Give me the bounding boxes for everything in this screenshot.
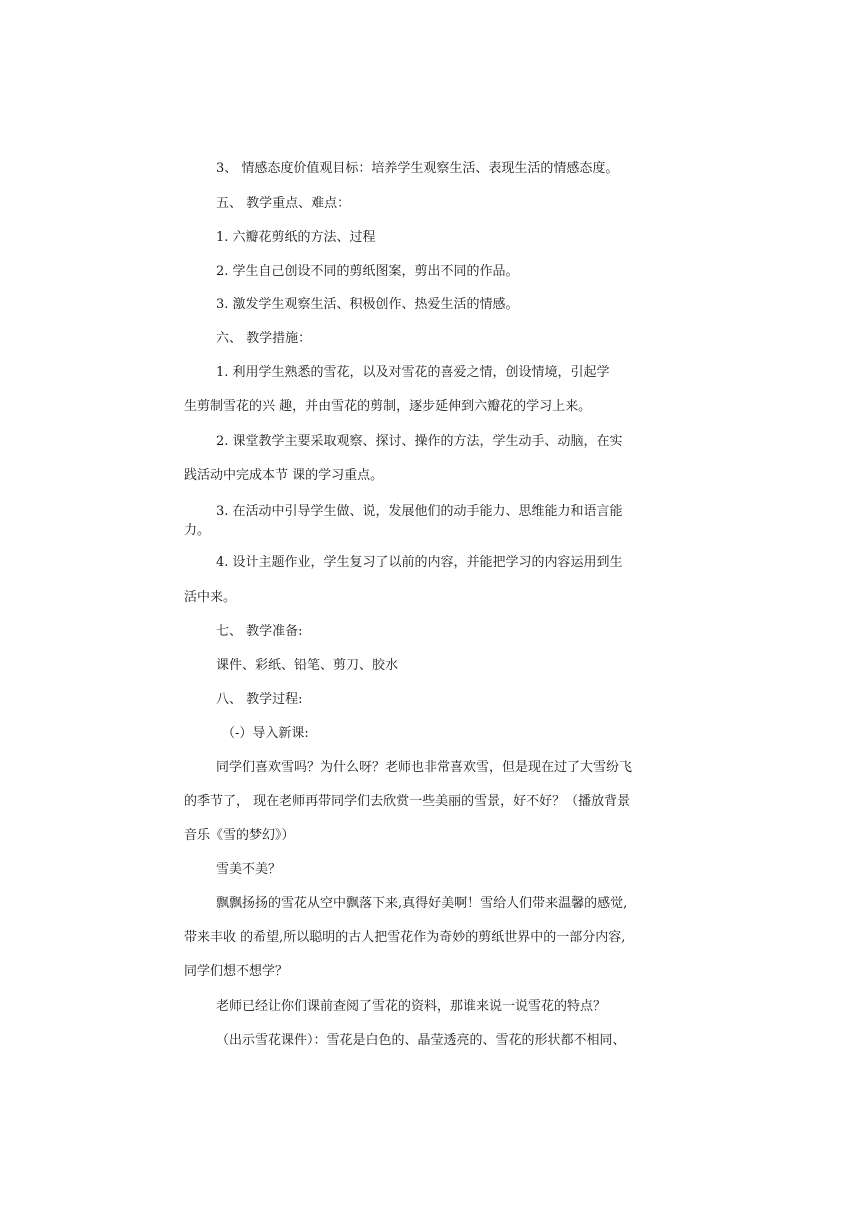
paragraph-2-line-2: 带来丰收 的希望,所以聪明的古人把雪花作为奇妙的剪纸世界中的一部分内容, (184, 930, 626, 945)
subsection-intro-heading: （-）导入新课: (222, 726, 309, 741)
paragraph-1-line-1: 同学们喜欢雪吗？为什么呀？老师也非常喜欢雪，但是现在过了大雪纷飞 (216, 760, 633, 775)
paragraph-2-line-1: 飘飘扬扬的雪花从空中飘落下来,真得好美啊！雪给人们带来温馨的感觉, (216, 896, 628, 911)
section-7-heading: 七、 教学准备: (216, 624, 303, 639)
question-line: 雪美不美？ (216, 862, 282, 877)
measure-2-line-2: 践活动中完成本节 课的学习重点。 (184, 468, 384, 483)
paragraph-2-line-3: 同学们想不想学？ (184, 964, 289, 979)
measure-4-line-1: 4. 设计主题作业，学生复习了以前的内容，并能把学习的内容运用到生 (216, 555, 623, 570)
paragraph-1-line-3: 音乐《雪的梦幻》） (184, 828, 295, 843)
key-point-2: 2. 学生自己创设不同的剪纸图案，剪出不同的作品。 (216, 264, 519, 279)
section-5-heading: 五、 教学重点、难点： (216, 196, 351, 211)
paragraph-4-line: （出示雪花课件）：雪花是白色的、晶莹透亮的、雪花的形状都不相同、 (216, 1033, 626, 1048)
key-point-3: 3. 激发学生观察生活、积极创作、热爱生活的情感。 (216, 297, 519, 312)
measure-1-line-2: 生剪制雪花的兴 趣，并由雪花的剪制，逐步延伸到六瓣花的学习上来。 (184, 399, 592, 414)
section-6-heading: 六、 教学措施： (216, 331, 312, 346)
measure-1-line-1: 1. 利用学生熟悉的雪花，以及对雪花的喜爱之情，创设情境，引起学 (216, 365, 610, 380)
materials-list: 课件、彩纸、铅笔、剪刀、胶水 (216, 658, 399, 673)
measure-3-line-2: 力。 (184, 523, 211, 538)
key-point-1: 1. 六瓣花剪纸的方法、过程 (216, 230, 376, 245)
objective-3-line: 3、 情感态度价值观目标：培养学生观察生活、表现生活的情感态度。 (216, 161, 619, 176)
measure-2-line-1: 2. 课堂教学主要采取观察、探讨、操作的方法，学生动手、动脑，在实 (216, 434, 623, 449)
measure-3-line-1: 3. 在活动中引导学生做、说，发展他们的动手能力、思维能力和语言能 (216, 504, 623, 519)
measure-4-line-2: 活中来。 (184, 590, 237, 605)
paragraph-1-line-2: 的季节了， 现在老师再带同学们去欣赏一些美丽的雪景，好不好？（播放背景 (184, 794, 631, 809)
section-8-heading: 八、 教学过程: (216, 692, 303, 707)
paragraph-3-line: 老师已经让你们课前查阅了雪花的资料，那谁来说一说雪花的特点？ (216, 999, 607, 1014)
